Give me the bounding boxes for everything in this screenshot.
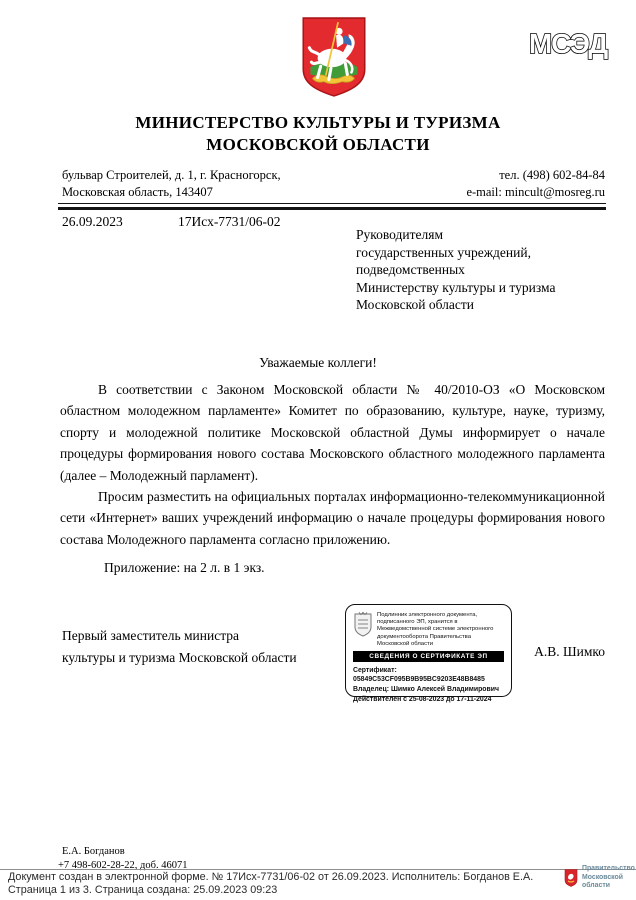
msed-logo-text: МСЭД — [528, 28, 608, 59]
moscow-region-coat-of-arms-icon — [300, 16, 368, 98]
signer-position — [62, 625, 297, 668]
salutation: Уважаемые коллеги! — [259, 355, 377, 370]
government-logo — [564, 865, 636, 891]
body-paragraph-2: Просим разместить на официальных порталах информационно-телекоммуникационной сети «Интернет» ваших учреждений информацию о начале процедуры формирования нового состава Молодежного парламента согласно приложению. — [60, 489, 605, 547]
recipient-line: подведомственных — [356, 262, 465, 277]
address-line1: бульвар Строителей, д. 1, г. Красногорск, — [62, 168, 281, 182]
ministry-title — [0, 112, 636, 156]
stamp-certificate-number: Сертификат: 05849C53CF095B9B95BC9203E48B8485 — [353, 666, 485, 684]
government-logo-line1: Правительство — [582, 865, 635, 872]
government-logo-text — [582, 865, 636, 891]
ministry-contacts — [466, 167, 605, 200]
footer-info-line2: Страница 1 из 3. Страница создана: 25.09.2023 09:23 — [8, 883, 278, 896]
stamp-certificate-bar: СВЕДЕНИЯ О СЕРТИФИКАТЕ ЭП — [353, 651, 504, 662]
msed-logo — [522, 24, 614, 62]
stamp-owner: Владелец: Шимко Алексей Владимирович — [353, 686, 499, 694]
signer-position-line2: культуры и туризма Московской области — [62, 649, 297, 665]
recipient-line: Московской области — [356, 297, 475, 312]
electronic-signature-stamp — [345, 604, 512, 703]
attachment-note: Приложение: на 2 л. в 1 экз. — [104, 560, 265, 575]
stamp-header-text: Подлинник электронного документа, подписанного ЭП, хранится в Межведомственной системе электронного документооборота Правительства Московской области — [377, 612, 494, 647]
government-logo-line2: Московской области — [582, 873, 623, 890]
document-number: 17Исх-7731/06-02 — [178, 214, 281, 229]
signer-position-line1: Первый заместитель министра — [62, 628, 240, 643]
stamp-emblem-icon — [353, 611, 373, 637]
executor-name: Е.А. Богданов — [62, 846, 125, 857]
phone-line: тел. (498) 602-84-84 — [499, 168, 605, 182]
ministry-title-line2: МОСКОВСКОЙ ОБЛАСТИ — [206, 135, 430, 154]
recipient-line: Руководителям — [356, 227, 443, 242]
ministry-title-line1: МИНИСТЕРСТВО КУЛЬТУРЫ И ТУРИЗМА — [135, 113, 501, 132]
body-paragraph-1: В соответствии с Законом Московской области № 40/2010-ОЗ «О Московском областном молодежном парламенте» Комитет по образованию, культуре, науке, туризму, спорту и молодежной политике Московской областной Думы информирует о начале процедуры формирования нового состава Московского областного молодежного парламента (далее – Молодежный парламент). — [60, 382, 605, 483]
executor-phone: +7 498-602-28-22, доб. 46071 — [58, 860, 188, 871]
signer-name: А.В. Шимко — [534, 644, 605, 659]
recipient-line: Министерству культуры и туризма — [356, 279, 556, 295]
footer-divider — [0, 869, 636, 870]
letter-body — [60, 379, 605, 550]
recipient-line: государственных учреждений, — [356, 244, 531, 260]
ministry-address — [62, 167, 281, 200]
footer-info-line1: Документ создан в электронной форме. № 17Исх-7731/06-02 от 26.09.2023. Исполнитель: Богданов Е.А. — [8, 871, 534, 883]
recipient-block — [356, 226, 555, 314]
footer-info — [8, 871, 533, 896]
letterhead-divider — [58, 203, 606, 210]
stamp-validity: Действителен с 25-08-2023 до 17-11-2024 — [353, 695, 492, 703]
stamp-header — [353, 611, 504, 648]
government-shield-icon — [564, 869, 578, 887]
address-line2: Московская область, 143407 — [62, 184, 213, 199]
email-line: e-mail: mincult@mosreg.ru — [466, 184, 605, 199]
document-date: 26.09.2023 — [62, 214, 123, 229]
